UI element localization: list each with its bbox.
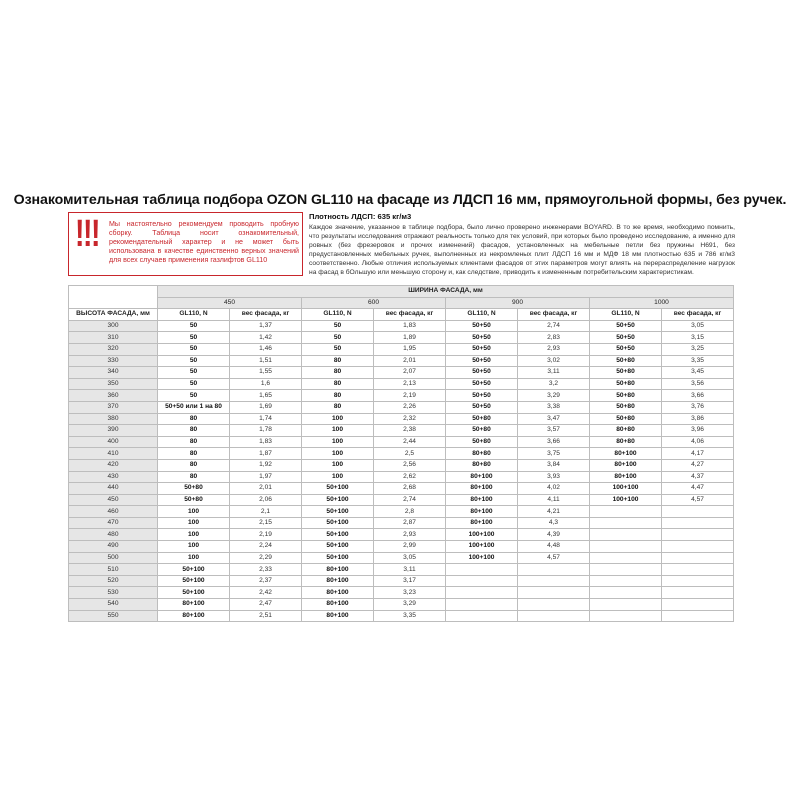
gl-value-cell: 80+100 <box>302 575 374 587</box>
weight-value-cell: 2,38 <box>374 425 446 437</box>
weight-value-cell: 2,87 <box>374 517 446 529</box>
weight-value-cell: 3,86 <box>662 413 734 425</box>
weight-value-cell: 3,96 <box>662 425 734 437</box>
gl-value-cell: 100 <box>158 517 230 529</box>
height-cell: 490 <box>69 541 158 553</box>
gl-value-cell: 50 <box>158 332 230 344</box>
weight-value-cell: 1,42 <box>230 332 302 344</box>
gl-value-cell: 50+50 <box>446 367 518 379</box>
empty-cell <box>590 599 662 611</box>
gl-value-cell: 80 <box>302 367 374 379</box>
empty-cell <box>662 506 734 518</box>
height-cell: 370 <box>69 401 158 413</box>
weight-value-cell: 4,39 <box>518 529 590 541</box>
gl-value-cell: 50+50 <box>446 390 518 402</box>
page-title: Ознакомительная таблица подбора OZON GL110 на фасаде из ЛДСП 16 мм, прямоугольной формы, без ручек. <box>13 192 787 208</box>
gl-value-cell: 80 <box>302 401 374 413</box>
empty-cell <box>662 587 734 599</box>
weight-value-cell: 3,11 <box>374 564 446 576</box>
gl-value-cell: 50 <box>158 320 230 332</box>
empty-cell <box>590 541 662 553</box>
gl-value-cell: 80 <box>158 436 230 448</box>
empty-cell <box>590 517 662 529</box>
width-1000: 1000 <box>590 297 734 309</box>
gl-value-cell: 50+50 <box>446 378 518 390</box>
empty-cell <box>446 587 518 599</box>
weight-value-cell: 2,15 <box>230 517 302 529</box>
gl-value-cell: 50+100 <box>302 494 374 506</box>
weight-value-cell: 2,68 <box>374 483 446 495</box>
table-row <box>69 401 734 413</box>
gl-value-cell: 100 <box>158 506 230 518</box>
weight-value-cell: 2,74 <box>374 494 446 506</box>
height-cell: 360 <box>69 390 158 402</box>
gl-value-cell: 80+80 <box>446 448 518 460</box>
weight-value-cell: 2,33 <box>230 564 302 576</box>
gl-value-cell: 80+100 <box>446 483 518 495</box>
gl-value-cell: 80+100 <box>302 599 374 611</box>
gl-value-cell: 50+80 <box>590 367 662 379</box>
weight-value-cell: 3,56 <box>662 378 734 390</box>
weight-value-cell: 1,74 <box>230 413 302 425</box>
weight-value-cell: 1,69 <box>230 401 302 413</box>
height-cell: 480 <box>69 529 158 541</box>
gl-value-cell: 50 <box>158 355 230 367</box>
gl-value-cell: 50+100 <box>158 575 230 587</box>
weight-value-cell: 2,32 <box>374 413 446 425</box>
gl-value-cell: 50+80 <box>446 413 518 425</box>
weight-value-cell: 1,95 <box>374 343 446 355</box>
empty-cell <box>662 599 734 611</box>
gl-header: GL110, N <box>446 309 518 321</box>
gl-value-cell: 50 <box>302 320 374 332</box>
weight-value-cell: 1,83 <box>230 436 302 448</box>
height-cell: 410 <box>69 448 158 460</box>
warning-box <box>68 212 303 276</box>
weight-value-cell: 1,51 <box>230 355 302 367</box>
gl-value-cell: 50 <box>158 390 230 402</box>
empty-cell <box>446 564 518 576</box>
height-cell: 530 <box>69 587 158 599</box>
weight-value-cell: 4,57 <box>518 552 590 564</box>
empty-cell <box>518 610 590 622</box>
weight-value-cell: 2,26 <box>374 401 446 413</box>
gl-value-cell: 50+80 <box>590 378 662 390</box>
weight-value-cell: 4,06 <box>662 436 734 448</box>
gl-value-cell: 80+100 <box>446 494 518 506</box>
weight-value-cell: 3,84 <box>518 459 590 471</box>
height-cell: 340 <box>69 367 158 379</box>
height-cell: 310 <box>69 332 158 344</box>
empty-cell <box>662 552 734 564</box>
gl-value-cell: 80+100 <box>158 599 230 611</box>
empty-cell <box>518 575 590 587</box>
weight-value-cell: 2,06 <box>230 494 302 506</box>
gl-value-cell: 50 <box>302 332 374 344</box>
gl-value-cell: 80+100 <box>590 471 662 483</box>
weight-value-cell: 2,13 <box>374 378 446 390</box>
weight-value-cell: 3,11 <box>518 367 590 379</box>
gl-value-cell: 100 <box>302 459 374 471</box>
height-cell: 390 <box>69 425 158 437</box>
gl-value-cell: 50+50 <box>446 401 518 413</box>
gl-value-cell: 80+100 <box>590 448 662 460</box>
height-cell: 430 <box>69 471 158 483</box>
gl-value-cell: 80+100 <box>302 610 374 622</box>
weight-header: вес фасада, кг <box>518 309 590 321</box>
gl-value-cell: 100 <box>302 436 374 448</box>
weight-value-cell: 3,66 <box>518 436 590 448</box>
empty-cell <box>662 529 734 541</box>
empty-cell <box>662 575 734 587</box>
table-header-row <box>69 286 734 298</box>
table-row <box>69 343 734 355</box>
height-cell: 520 <box>69 575 158 587</box>
height-cell: 450 <box>69 494 158 506</box>
gl-value-cell: 50+80 <box>158 494 230 506</box>
height-cell: 400 <box>69 436 158 448</box>
table-corner <box>69 286 158 309</box>
gl-value-cell: 100 <box>158 529 230 541</box>
gl-value-cell: 50+80 <box>590 390 662 402</box>
weight-value-cell: 2,5 <box>374 448 446 460</box>
gl-value-cell: 50+100 <box>158 587 230 599</box>
table-row <box>69 564 734 576</box>
weight-header: вес фасада, кг <box>374 309 446 321</box>
warning-text: Мы настоятельно рекомендуем проводить пробную сборку. Таблица носит ознакомительный, рекомендательный характер и не может быть использована в качестве единственно верных значений для всех случаев применения газлифтов GL110 <box>109 220 299 265</box>
height-cell: 350 <box>69 378 158 390</box>
gl-value-cell: 50 <box>158 378 230 390</box>
weight-value-cell: 3,05 <box>662 320 734 332</box>
height-header: ВЫСОТА ФАСАДА, мм <box>69 309 158 321</box>
gl-value-cell: 80+100 <box>446 506 518 518</box>
width-values-row <box>69 297 734 309</box>
weight-value-cell: 2,19 <box>230 529 302 541</box>
weight-value-cell: 1,97 <box>230 471 302 483</box>
empty-cell <box>518 564 590 576</box>
gl-value-cell: 80+100 <box>590 459 662 471</box>
width-header: ШИРИНА ФАСАДА, мм <box>158 286 734 298</box>
weight-value-cell: 3,75 <box>518 448 590 460</box>
empty-cell <box>590 587 662 599</box>
empty-cell <box>446 610 518 622</box>
gl-value-cell: 50+100 <box>302 541 374 553</box>
exclamation-icon: !!! <box>75 213 99 255</box>
weight-value-cell: 4,3 <box>518 517 590 529</box>
weight-value-cell: 2,93 <box>518 343 590 355</box>
weight-value-cell: 3,38 <box>518 401 590 413</box>
gl-value-cell: 50+80 <box>590 413 662 425</box>
gl-value-cell: 100 <box>158 541 230 553</box>
weight-value-cell: 3,45 <box>662 367 734 379</box>
weight-value-cell: 4,02 <box>518 483 590 495</box>
height-cell: 380 <box>69 413 158 425</box>
gl-value-cell: 80 <box>158 425 230 437</box>
gl-value-cell: 80+80 <box>590 425 662 437</box>
weight-value-cell: 2,19 <box>374 390 446 402</box>
height-cell: 440 <box>69 483 158 495</box>
weight-value-cell: 3,17 <box>374 575 446 587</box>
gl-value-cell: 50+80 <box>446 436 518 448</box>
weight-value-cell: 1,89 <box>374 332 446 344</box>
description-text: Каждое значение, указанное в таблице подбора, было лично проверено инженерами BOYARD. В то же время, необходимо помнить, что результаты исследования отражают реальность только для тех условий, при которых было проведено исследование, а именно для ровных (без фрезеровок и прочих изменений) фасадов, установленных на мебельные петли без пружины H691, без предустановленных мебельных ручек, выполненных из некромленых плит ЛДСП 16 мм и МДФ 18 мм плотностью 635 и 786 кг/м3 соответственно. Любые отличия используемых клиентами фасадов от этих параметров могут влиять на перераспределение нагрузок на фасад в бОльшую или меньшую сторону и, как следствие, приводить к измененным потребительским характеристикам. <box>309 224 735 276</box>
height-cell: 320 <box>69 343 158 355</box>
weight-value-cell: 4,48 <box>518 541 590 553</box>
gl-value-cell: 50+100 <box>302 506 374 518</box>
weight-value-cell: 4,47 <box>662 483 734 495</box>
empty-cell <box>590 575 662 587</box>
gl-value-cell: 50+50 <box>446 343 518 355</box>
weight-value-cell: 3,15 <box>662 332 734 344</box>
height-cell: 540 <box>69 599 158 611</box>
weight-value-cell: 1,83 <box>374 320 446 332</box>
density-label: Плотность ЛДСП: 635 кг/м3 <box>309 212 412 221</box>
gl-header: GL110, N <box>590 309 662 321</box>
weight-value-cell: 2,56 <box>374 459 446 471</box>
gl-value-cell: 80 <box>302 390 374 402</box>
gl-value-cell: 100+100 <box>446 541 518 553</box>
weight-value-cell: 2,01 <box>230 483 302 495</box>
weight-value-cell: 3,66 <box>662 390 734 402</box>
gl-value-cell: 80+80 <box>590 436 662 448</box>
gl-value-cell: 80 <box>158 413 230 425</box>
weight-value-cell: 3,2 <box>518 378 590 390</box>
table-row <box>69 517 734 529</box>
table-row <box>69 459 734 471</box>
table-row <box>69 413 734 425</box>
table-row <box>69 483 734 495</box>
gl-value-cell: 100+100 <box>590 494 662 506</box>
weight-value-cell: 1,65 <box>230 390 302 402</box>
gl-value-cell: 50+50 <box>590 320 662 332</box>
gl-value-cell: 100 <box>158 552 230 564</box>
weight-value-cell: 2,44 <box>374 436 446 448</box>
gl-value-cell: 80+100 <box>158 610 230 622</box>
empty-cell <box>662 541 734 553</box>
weight-value-cell: 3,35 <box>374 610 446 622</box>
weight-value-cell: 2,74 <box>518 320 590 332</box>
weight-value-cell: 2,37 <box>230 575 302 587</box>
weight-value-cell: 4,17 <box>662 448 734 460</box>
gl-value-cell: 100+100 <box>446 552 518 564</box>
weight-value-cell: 3,25 <box>662 343 734 355</box>
gl-value-cell: 50+80 <box>590 401 662 413</box>
width-900: 900 <box>446 297 590 309</box>
table-row <box>69 355 734 367</box>
table-row <box>69 425 734 437</box>
weight-value-cell: 1,46 <box>230 343 302 355</box>
weight-value-cell: 2,24 <box>230 541 302 553</box>
weight-value-cell: 2,62 <box>374 471 446 483</box>
weight-value-cell: 2,51 <box>230 610 302 622</box>
weight-value-cell: 3,47 <box>518 413 590 425</box>
gl-value-cell: 50+80 <box>158 483 230 495</box>
column-header-row <box>69 309 734 321</box>
weight-value-cell: 4,11 <box>518 494 590 506</box>
height-cell: 330 <box>69 355 158 367</box>
table-row <box>69 367 734 379</box>
weight-value-cell: 2,07 <box>374 367 446 379</box>
gl-value-cell: 50+100 <box>302 529 374 541</box>
weight-value-cell: 2,47 <box>230 599 302 611</box>
table-body <box>69 320 734 621</box>
empty-cell <box>518 599 590 611</box>
gl-value-cell: 100 <box>302 448 374 460</box>
weight-value-cell: 3,29 <box>518 390 590 402</box>
weight-value-cell: 4,57 <box>662 494 734 506</box>
gl-value-cell: 50 <box>158 343 230 355</box>
gl-value-cell: 80+100 <box>446 471 518 483</box>
gl-value-cell: 50+100 <box>158 564 230 576</box>
table-row <box>69 552 734 564</box>
table-row <box>69 390 734 402</box>
empty-cell <box>446 599 518 611</box>
weight-value-cell: 2,93 <box>374 529 446 541</box>
weight-value-cell: 2,1 <box>230 506 302 518</box>
height-cell: 470 <box>69 517 158 529</box>
weight-value-cell: 1,92 <box>230 459 302 471</box>
weight-value-cell: 1,78 <box>230 425 302 437</box>
weight-value-cell: 4,21 <box>518 506 590 518</box>
empty-cell <box>590 610 662 622</box>
gl-value-cell: 50 <box>302 343 374 355</box>
weight-value-cell: 3,76 <box>662 401 734 413</box>
weight-value-cell: 1,37 <box>230 320 302 332</box>
table-row <box>69 448 734 460</box>
table-row <box>69 587 734 599</box>
width-600: 600 <box>302 297 446 309</box>
gl-value-cell: 80+100 <box>446 517 518 529</box>
empty-cell <box>662 564 734 576</box>
height-cell: 510 <box>69 564 158 576</box>
table-row <box>69 320 734 332</box>
gl-value-cell: 50+50 или 1 на 80 <box>158 401 230 413</box>
weight-value-cell: 2,99 <box>374 541 446 553</box>
gl-value-cell: 50+100 <box>302 517 374 529</box>
weight-value-cell: 2,8 <box>374 506 446 518</box>
gl-value-cell: 100 <box>302 425 374 437</box>
weight-value-cell: 3,29 <box>374 599 446 611</box>
empty-cell <box>518 587 590 599</box>
weight-value-cell: 2,42 <box>230 587 302 599</box>
weight-value-cell: 3,93 <box>518 471 590 483</box>
gl-value-cell: 80 <box>158 448 230 460</box>
table-row <box>69 506 734 518</box>
table-row <box>69 332 734 344</box>
gl-value-cell: 80+100 <box>302 587 374 599</box>
weight-header: вес фасада, кг <box>662 309 734 321</box>
empty-cell <box>446 575 518 587</box>
weight-value-cell: 3,02 <box>518 355 590 367</box>
gl-value-cell: 50+50 <box>590 332 662 344</box>
height-cell: 500 <box>69 552 158 564</box>
height-cell: 300 <box>69 320 158 332</box>
table-row <box>69 378 734 390</box>
gl-value-cell: 50+80 <box>446 425 518 437</box>
weight-value-cell: 4,27 <box>662 459 734 471</box>
width-450: 450 <box>158 297 302 309</box>
weight-value-cell: 1,55 <box>230 367 302 379</box>
empty-cell <box>590 506 662 518</box>
empty-cell <box>662 610 734 622</box>
weight-value-cell: 3,23 <box>374 587 446 599</box>
gl-value-cell: 50+50 <box>446 332 518 344</box>
weight-value-cell: 3,35 <box>662 355 734 367</box>
gl-value-cell: 80 <box>302 378 374 390</box>
weight-value-cell: 2,01 <box>374 355 446 367</box>
empty-cell <box>590 552 662 564</box>
weight-value-cell: 3,57 <box>518 425 590 437</box>
height-cell: 420 <box>69 459 158 471</box>
gl-value-cell: 50+50 <box>590 343 662 355</box>
weight-value-cell: 1,87 <box>230 448 302 460</box>
height-cell: 460 <box>69 506 158 518</box>
table-row <box>69 529 734 541</box>
gl-value-cell: 80 <box>158 471 230 483</box>
table-row <box>69 599 734 611</box>
weight-value-cell: 1,6 <box>230 378 302 390</box>
table-row <box>69 471 734 483</box>
gl-value-cell: 50 <box>158 367 230 379</box>
empty-cell <box>662 517 734 529</box>
gl-value-cell: 100+100 <box>590 483 662 495</box>
weight-value-cell: 2,83 <box>518 332 590 344</box>
gl-value-cell: 50+100 <box>302 552 374 564</box>
weight-header: вес фасада, кг <box>230 309 302 321</box>
gl-header: GL110, N <box>302 309 374 321</box>
table-row <box>69 575 734 587</box>
selection-table <box>68 285 734 622</box>
gl-value-cell: 50+100 <box>302 483 374 495</box>
gl-value-cell: 80 <box>158 459 230 471</box>
gl-value-cell: 100 <box>302 471 374 483</box>
weight-value-cell: 4,37 <box>662 471 734 483</box>
gl-header: GL110, N <box>158 309 230 321</box>
table-row <box>69 610 734 622</box>
gl-value-cell: 50+80 <box>590 355 662 367</box>
gl-value-cell: 100 <box>302 413 374 425</box>
gl-value-cell: 50+50 <box>446 355 518 367</box>
gl-value-cell: 100+100 <box>446 529 518 541</box>
empty-cell <box>590 529 662 541</box>
height-cell: 550 <box>69 610 158 622</box>
weight-value-cell: 2,29 <box>230 552 302 564</box>
empty-cell <box>590 564 662 576</box>
gl-value-cell: 80 <box>302 355 374 367</box>
gl-value-cell: 80+100 <box>302 564 374 576</box>
weight-value-cell: 3,05 <box>374 552 446 564</box>
gl-value-cell: 80+80 <box>446 459 518 471</box>
table-row <box>69 436 734 448</box>
table-row <box>69 541 734 553</box>
table-row <box>69 494 734 506</box>
gl-value-cell: 50+50 <box>446 320 518 332</box>
